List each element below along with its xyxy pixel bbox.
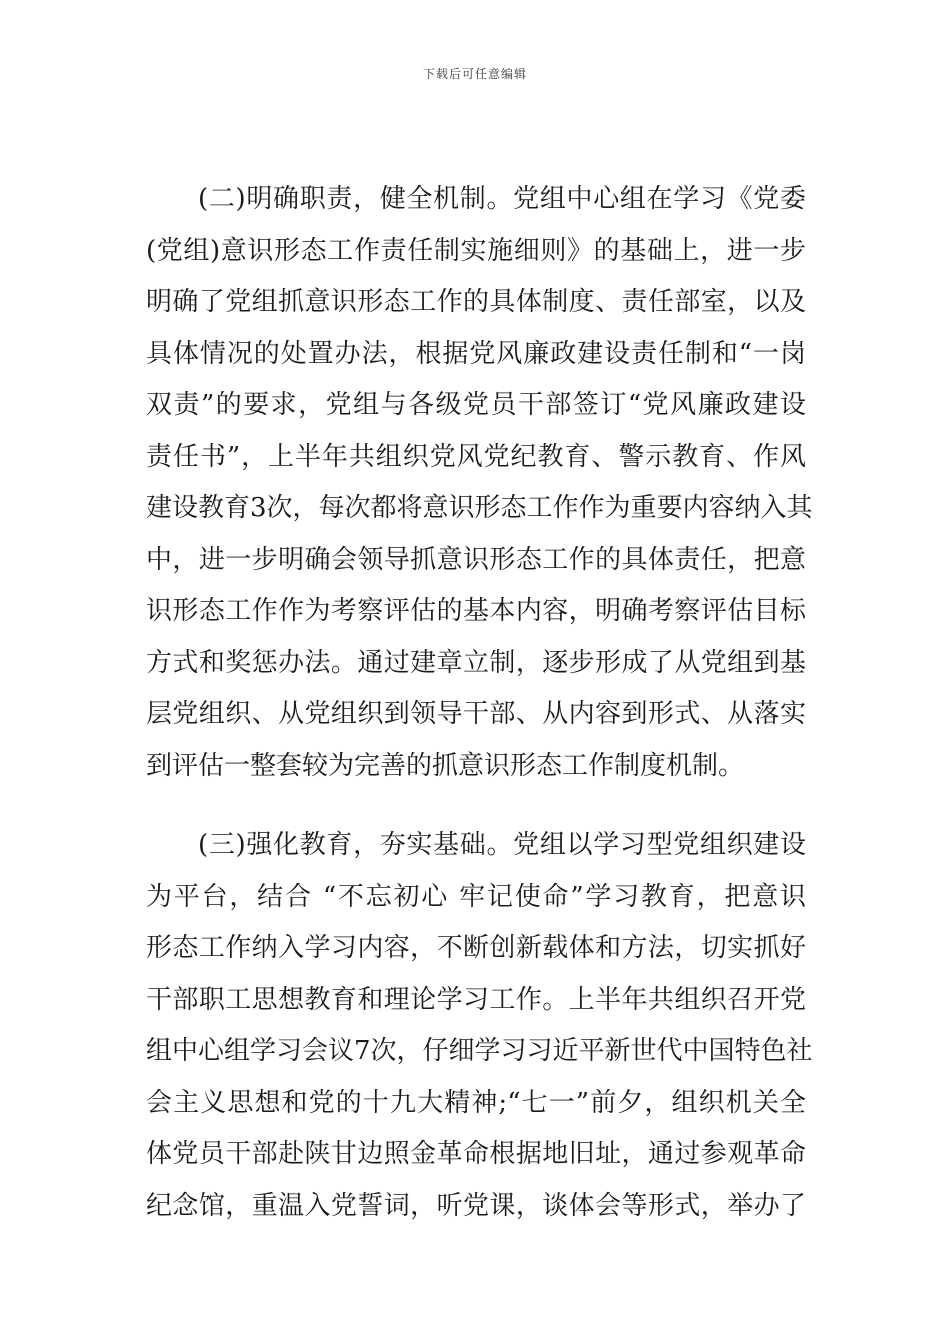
paragraph-line: 会主义思想和党的十九大精神;“七一”前夕，组织机关全 [146,1087,806,1118]
paragraph-section-two [146,174,813,792]
paragraph-line: 为平台，结合 “不忘初心 牢记使命”学习教育，把意识 [146,881,806,912]
paragraph-line: (二)明确职责，健全机制。党组中心组在学习《党委 [198,184,806,214]
paragraph-line: 明确了党组抓意识形态工作的具体制度、责任部室，以及 [146,287,806,317]
paragraph-line: 责任书”，上半年共组织党风党纪教育、警示教育、作风 [146,441,806,472]
paragraph-line: 体党员干部赴陕甘边照金革命根据地旧址，通过参观革命 [146,1139,806,1169]
paragraph-line: 层党组织、从党组织到领导干部、从内容到形式、从落实 [146,699,806,729]
paragraph-line: 到评估一整套较为完善的抓意识形态工作制度机制。 [146,750,745,781]
paragraph-line: 建设教育3次，每次都将意识形态工作作为重要内容纳入其 [146,493,813,523]
paragraph-section-three [146,820,813,1232]
paragraph-line: (三)强化教育，夯实基础。党组以学习型党组织建设 [198,830,806,860]
paragraph-line: 双责”的要求，党组与各级党员干部签订“党风廉政建设 [146,390,806,420]
paragraph-line: 识形态工作作为考察评估的基本内容，明确考察评估目标 [146,596,806,626]
paragraph-line: (党组)意识形态工作责任制实施细则》的基础上，进一步 [146,235,806,266]
paragraph-line: 方式和奖惩办法。通过建章立制，逐步形成了从党组到基 [146,647,806,678]
paragraph-line: 形态工作纳入学习内容，不断创新载体和方法，切实抓好 [146,933,806,963]
paragraph-line: 中，进一步明确会领导抓意识形态工作的具体责任，把意 [146,544,806,575]
paragraph-line: 纪念馆，重温入党誓词，听党课，谈体会等形式，举办了 [146,1190,806,1221]
paragraph-line: 组中心组学习会议7次，仔细学习习近平新世代中国特色社 [146,1036,813,1066]
page-header: 下载后可任意编辑 [422,67,527,81]
paragraph-line: 具体情况的处置办法，根据党风廉政建设责任制和“一岗 [146,338,806,369]
paragraph-line: 干部职工思想教育和理论学习工作。上半年共组织召开党 [146,984,806,1015]
